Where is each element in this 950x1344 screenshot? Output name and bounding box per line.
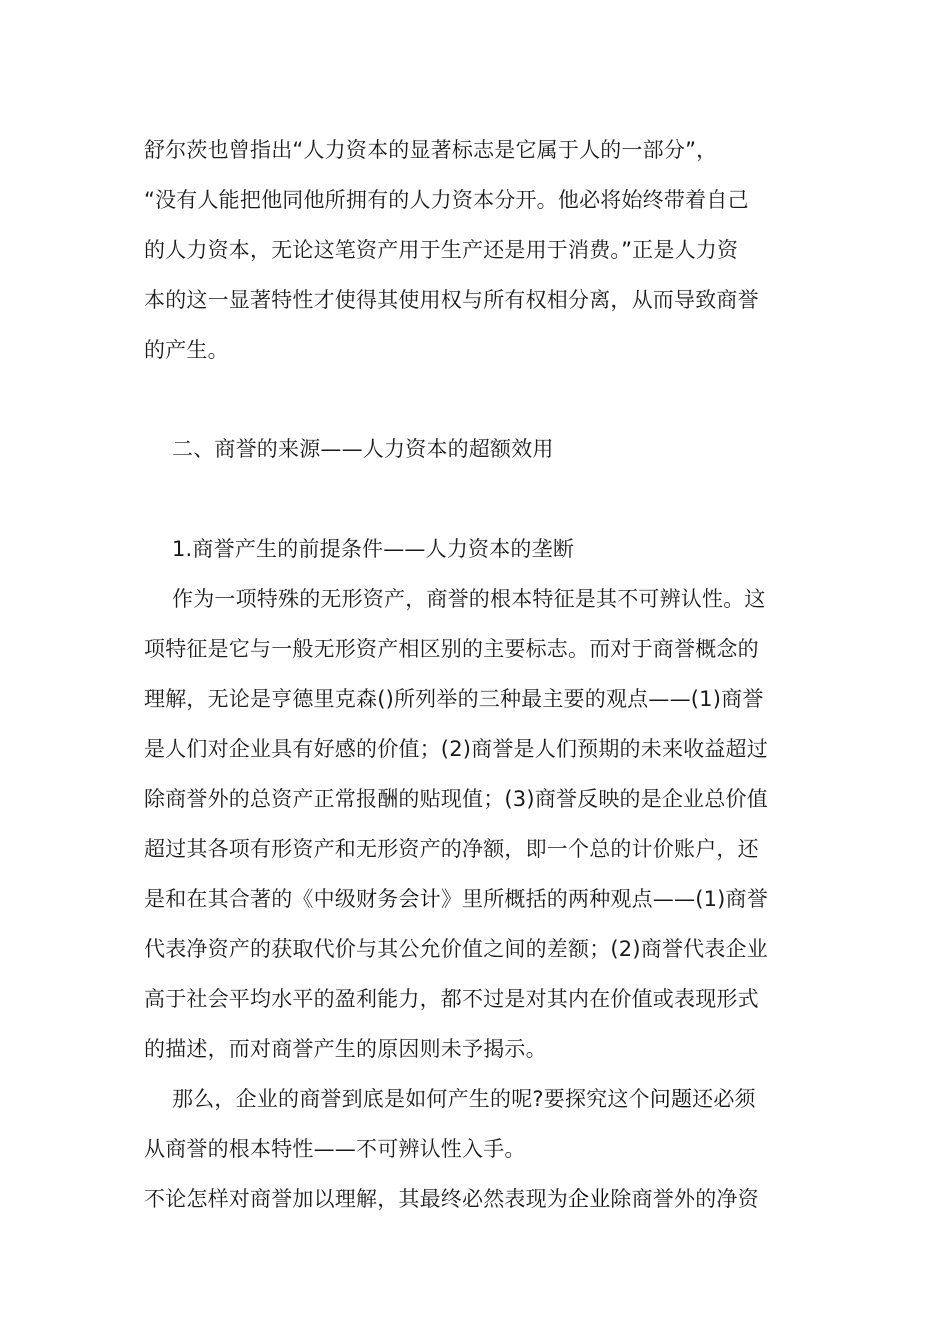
text-line: 舒尔茨也曾指出“人力资本的显著标志是它属于人的一部分”， [144, 138, 718, 162]
text-segment: 不论怎样对商誉加以理解，其最终必然表现为 [144, 1187, 568, 1211]
subsection-heading-text: 1.商誉产生的前提条件——人力资本的垄断 [172, 537, 575, 561]
section-heading [144, 424, 808, 474]
text-line: 除商誉外的总资产正常报酬的贴现值；(3)商誉反映的是企业总价值 [144, 787, 768, 811]
text-segment: 》里所概括的两种观点——(1)商誉 [440, 887, 768, 911]
enterprise-link[interactable]: 企业 [568, 1187, 611, 1211]
text-segment: 是和在其合著的《中级财务 [144, 887, 399, 911]
text-segment: 还必须 [692, 1087, 756, 1111]
text-line [144, 1074, 808, 1124]
paragraph-goodwill-features [144, 574, 808, 1074]
paragraph-goodwill-origin [144, 1074, 808, 1174]
text-line: 的人力资本，无论这笔资产用于生产还是用于消费。”正是人力资 [144, 238, 739, 262]
text-line: 高于社会平均水平的盈利能力，都不过是对其内在价值或表现形式 [144, 987, 759, 1011]
text-line: 超过其各项有形资产和无形资产的净额，即一个总的计价账户，还 [144, 837, 759, 861]
text-line: 代表净资产的获取代价与其公允价值之间的差额；(2)商誉代表企业 [144, 937, 768, 961]
text-line: 从商誉的根本特性——不可辨认性入手。 [144, 1137, 526, 1161]
text-line [144, 874, 808, 924]
text-line [144, 1174, 808, 1224]
text-line: 的产生。 [144, 338, 229, 362]
paragraph-human-capital [144, 125, 808, 375]
subsection-heading [144, 524, 808, 574]
text-line: 是人们对企业具有好感的价值；(2)商誉是人们预期的未来收益超过 [144, 737, 768, 761]
text-line: 本的这一显著特性才使得其使用权与所有权相分离，从而导致商誉 [144, 288, 759, 312]
section-heading-text: 二、商誉的来源——人力资本的超额效用 [172, 437, 554, 461]
paragraph-goodwill-expression [144, 1174, 808, 1224]
text-line: 的描述，而对商誉产生的原因则未予揭示。 [144, 1037, 547, 1061]
text-segment: 那么，企业的商誉到底是如何产生的呢?要探究这个 [172, 1087, 650, 1111]
text-segment: 除商誉外的净资 [610, 1187, 759, 1211]
accounting-link[interactable]: 会计 [398, 887, 441, 911]
text-line: 理解，无论是亨德里克森()所列举的三种最主要的观点——(1)商誉 [144, 687, 764, 711]
text-line: “没有人能把他同他所拥有的人力资本分开。他必将始终带着自己 [144, 188, 749, 212]
problem-link[interactable]: 问题 [649, 1087, 693, 1111]
text-line: 作为一项特殊的无形资产，商誉的根本特征是其不可辨认性。这 [172, 587, 766, 611]
text-line: 项特征是它与一般无形资产相区别的主要标志。而对于商誉概念的 [144, 637, 759, 661]
